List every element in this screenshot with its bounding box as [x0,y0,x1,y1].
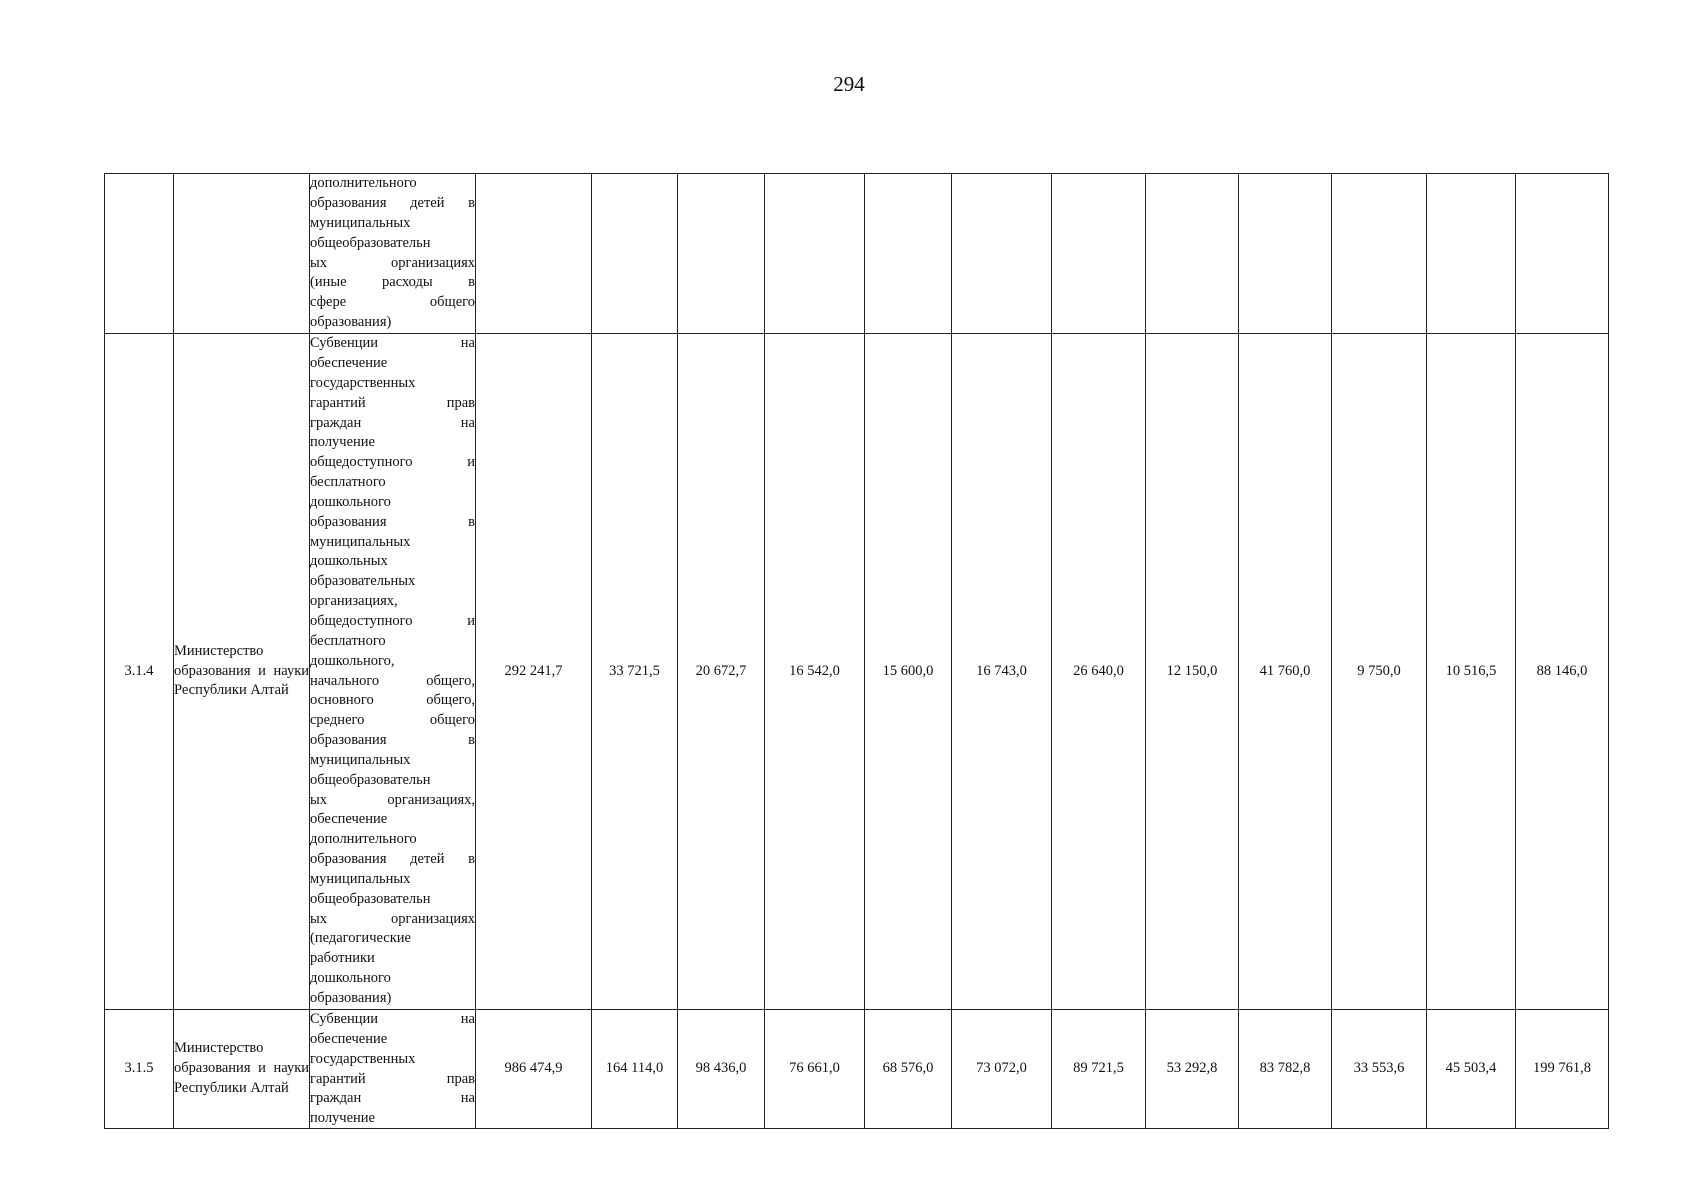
value-cell: 16 743,0 [952,334,1052,1010]
row-description [310,1010,476,1129]
description-line: государственных [310,1050,416,1067]
description-line: обеспечение [310,355,388,371]
description-line: граждан на [310,1090,475,1107]
row-code: 3.1.5 [105,1010,174,1129]
description-line: (педагогические [310,930,411,947]
description-line: гарантий прав [310,1070,475,1087]
description-line: ых организациях [310,910,475,927]
description-line: организациях, [310,593,398,610]
value-cell: 199 761,8 [1516,1010,1609,1129]
value-cell: 16 542,0 [765,334,865,1010]
budget-table [104,173,1609,1129]
description-line: граждан на [310,414,475,431]
description-line: получение [310,1110,375,1127]
value-cell [476,174,592,334]
page-number: 294 [833,72,865,96]
description-line: обеспечение [310,811,388,828]
description-line: дошкольного [310,970,391,987]
description-line: дополнительного [310,175,417,192]
description-line: общедоступного и [310,612,475,629]
value-cell: 10 516,5 [1427,334,1516,1010]
description-line: образования) [310,314,392,331]
value-cell [1239,174,1332,334]
description-line: обеспечение [310,1030,388,1047]
description-line: муниципальных [310,751,411,768]
description-line: муниципальных [310,533,411,550]
value-cell [1332,174,1427,334]
description-line: (иные расходы в [310,274,475,291]
description-line: Субвенции на [310,1011,475,1027]
description-line: общеобразовательн [310,234,431,251]
value-cell: 68 576,0 [865,1010,952,1129]
description-line: начального общего, [310,672,475,689]
description-line: сфере общего [310,294,475,311]
value-cell: 89 721,5 [1052,1010,1146,1129]
description-line: общедоступного и [310,454,475,471]
description-line: образовательных [310,573,416,590]
description-line: ых организациях, [310,791,475,808]
value-cell: 164 114,0 [592,1010,678,1129]
value-cell [952,174,1052,334]
description-line: муниципальных [310,214,411,231]
value-cell: 26 640,0 [1052,334,1146,1010]
description-line: дошкольного [310,493,391,510]
description-line: гарантий прав [310,394,475,411]
description-line: образования в [310,732,475,749]
value-cell: 33 553,6 [1332,1010,1427,1129]
value-cell: 20 672,7 [678,334,765,1010]
table-row [105,334,1609,1010]
table-row [105,174,1609,334]
description-line: общеобразовательн [310,771,431,788]
value-cell: 88 146,0 [1516,334,1609,1010]
description-line: Субвенции на [310,335,475,352]
description-line: дополнительного [310,831,417,848]
value-cell [678,174,765,334]
row-organization [174,174,310,334]
row-code: 3.1.4 [105,334,174,1010]
description-line: образования детей в [310,194,475,211]
description-line: образования) [310,990,392,1006]
row-description [310,174,476,334]
value-cell: 12 150,0 [1146,334,1239,1010]
row-description [310,334,476,1010]
value-cell: 45 503,4 [1427,1010,1516,1129]
value-cell: 98 436,0 [678,1010,765,1129]
description-line: ых организациях [310,254,475,271]
value-cell: 15 600,0 [865,334,952,1010]
value-cell [1516,174,1609,334]
value-cell: 73 072,0 [952,1010,1052,1129]
row-organization: Министерство образования и науки Республики Алтай [174,334,310,1010]
value-cell: 9 750,0 [1332,334,1427,1010]
description-line: среднего общего [310,712,475,729]
value-cell: 76 661,0 [765,1010,865,1129]
table-row [105,1010,1609,1129]
description-line: дошкольного, [310,652,395,669]
value-cell: 83 782,8 [1239,1010,1332,1129]
description-line: получение [310,434,375,451]
description-line: бесплатного [310,474,386,491]
value-cell: 33 721,5 [592,334,678,1010]
value-cell: 986 474,9 [476,1010,592,1129]
value-cell [1427,174,1516,334]
description-line: бесплатного [310,632,386,649]
description-line: общеобразовательн [310,890,431,907]
value-cell [865,174,952,334]
value-cell [1052,174,1146,334]
description-line: государственных [310,374,416,391]
description-line: образования в [310,513,475,530]
value-cell [592,174,678,334]
description-line: основного общего, [310,692,475,709]
value-cell [765,174,865,334]
description-line: дошкольных [310,553,388,570]
value-cell: 53 292,8 [1146,1010,1239,1129]
description-line: муниципальных [310,870,411,887]
value-cell [1146,174,1239,334]
value-cell: 292 241,7 [476,334,592,1010]
description-line: образования детей в [310,851,475,868]
row-code [105,174,174,334]
value-cell: 41 760,0 [1239,334,1332,1010]
row-organization: Министерство образования и науки Республики Алтай [174,1010,310,1129]
description-line: работники [310,950,375,967]
